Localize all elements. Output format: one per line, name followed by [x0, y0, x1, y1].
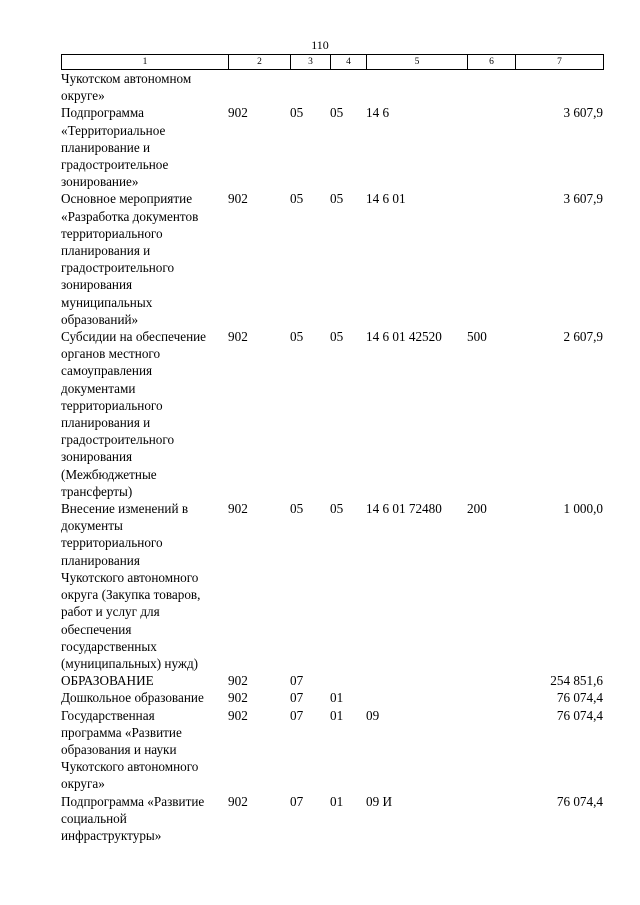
- row-name: Основное мероприятие «Разработка документов территориального планирования и градостроительного зонирования муниципальных образований»: [61, 191, 199, 327]
- row-type: [467, 672, 515, 689]
- row-type: [467, 689, 515, 706]
- row-name: Субсидии на обеспечение органов местного самоуправления документами территориального планирования и градостроительного зонирования (Межбюджетные трансферты): [61, 329, 207, 499]
- page-number: 110: [311, 38, 329, 52]
- row-amount: 76 074,4: [556, 707, 603, 723]
- row-amount: 76 074,4: [556, 793, 603, 809]
- row-target: 14 6 01: [366, 191, 406, 207]
- row-code: 902: [228, 690, 248, 706]
- row-subsection: [330, 672, 366, 689]
- column-header-5: 5: [367, 55, 468, 70]
- row-amount: 254 851,6: [550, 673, 603, 689]
- column-header-table: [61, 54, 604, 70]
- row-code: [228, 70, 290, 104]
- row-name: Внесение изменений в документы территориального планирования Чукотского автономного округа (Закупка товаров, работ и услуг для обеспечения государственных (муниципальных) нужд): [61, 501, 201, 671]
- row-target: 14 6: [366, 105, 390, 121]
- row-code: 902: [228, 329, 248, 345]
- column-header-7: 7: [516, 55, 604, 70]
- row-type: [467, 793, 515, 845]
- row-name: Дошкольное образование: [61, 690, 204, 706]
- row-amount: 3 607,9: [563, 105, 603, 121]
- row-amount: [515, 70, 603, 104]
- row-code: 902: [228, 191, 248, 207]
- row-section: [290, 70, 330, 104]
- row-code: 902: [228, 707, 248, 723]
- row-amount: 1 000,0: [563, 501, 603, 517]
- row-target: 14 6 01 72480: [366, 501, 442, 517]
- column-header-1: 1: [62, 55, 229, 70]
- column-header-row: [62, 55, 604, 70]
- row-subsection: [330, 70, 366, 104]
- row-name: Чукотском автономном округе»: [61, 71, 192, 104]
- row-subsection: 01: [330, 690, 344, 706]
- table-row: [61, 104, 603, 190]
- column-header-4: 4: [331, 55, 367, 70]
- row-name: Подпрограмма «Развитие социальной инфраструктуры»: [61, 793, 205, 843]
- row-target: [366, 689, 467, 706]
- table-row: [61, 190, 603, 328]
- row-subsection: 05: [330, 105, 344, 121]
- row-name: ОБРАЗОВАНИЕ: [61, 673, 154, 689]
- column-header-2: 2: [229, 55, 291, 70]
- table-row: [61, 70, 603, 104]
- row-subsection: 05: [330, 501, 344, 517]
- row-target: 09: [366, 707, 380, 723]
- column-header-6: 6: [468, 55, 516, 70]
- table-row: [61, 500, 603, 672]
- row-target: 09 И: [366, 793, 393, 809]
- row-type: [467, 104, 515, 190]
- row-section: 07: [290, 690, 304, 706]
- table-row: [61, 707, 603, 793]
- row-code: 902: [228, 673, 248, 689]
- row-section: 05: [290, 501, 304, 517]
- row-section: 07: [290, 673, 304, 689]
- row-amount: 3 607,9: [563, 191, 603, 207]
- row-section: 07: [290, 793, 304, 809]
- table-row: [61, 793, 603, 845]
- table-row: [61, 328, 603, 500]
- row-type: 500: [467, 329, 487, 345]
- table-row: [61, 689, 603, 706]
- row-section: 05: [290, 329, 304, 345]
- row-section: 05: [290, 105, 304, 121]
- row-type: [467, 707, 515, 793]
- column-header-3: 3: [291, 55, 331, 70]
- row-target: [366, 672, 467, 689]
- row-code: 902: [228, 501, 248, 517]
- row-code: 902: [228, 105, 248, 121]
- row-subsection: 05: [330, 191, 344, 207]
- row-amount: 76 074,4: [556, 690, 603, 706]
- row-code: 902: [228, 793, 248, 809]
- row-name: Подпрограмма «Территориальное планирование и градостроительное зонирование»: [61, 105, 169, 190]
- row-section: 05: [290, 191, 304, 207]
- row-target: [366, 70, 467, 104]
- row-subsection: 01: [330, 707, 344, 723]
- row-subsection: 05: [330, 329, 344, 345]
- row-target: 14 6 01 42520: [366, 329, 442, 345]
- row-type: [467, 190, 515, 328]
- budget-table-body: [61, 70, 603, 844]
- table-row: [61, 672, 603, 689]
- row-name: Государственная программа «Развитие образования и науки Чукотского автономного округа»: [61, 707, 199, 792]
- row-subsection: 01: [330, 793, 344, 809]
- row-section: 07: [290, 707, 304, 723]
- row-type: 200: [467, 501, 487, 517]
- row-type: [467, 70, 515, 104]
- row-amount: 2 607,9: [563, 329, 603, 345]
